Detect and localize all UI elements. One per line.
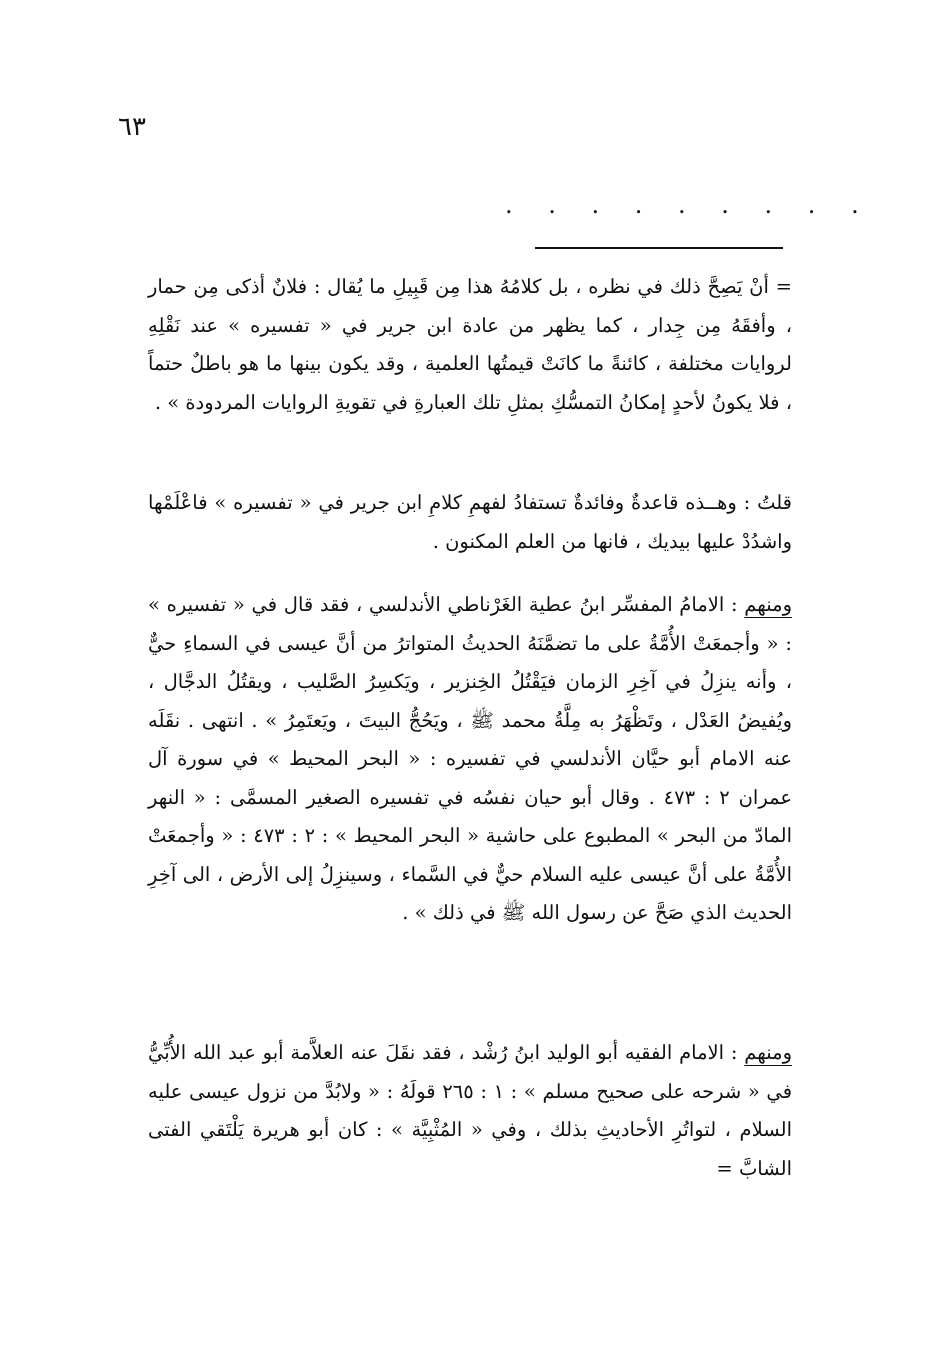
- paragraph-body: : الامام الفقيه أبو الوليد ابنُ رُشْد ، فقد نقَلَ عنه العلاَّمة أبو عبد الله الأُبِّيُّ في « شرحه على صحيح مسلم » : ١ : ٢٦٥ قولَهُ : « ولابُدَّ من نزول عيسى عليه السلام ، لتواتُرِ الأحاديثِ بذلك ، وفي « المُثْبِيَّة » : كان أبو هريرة يَلْتَقي الفتى الشابَّ =: [148, 1041, 793, 1180]
- paragraph-text: [148, 484, 792, 561]
- paragraph-2: [148, 586, 792, 933]
- paragraph-body: : الامامُ المفسِّر ابنُ عطية الغَرْناطي الأندلسي ، فقد قال في « تفسيره » : « وأجمعَتْ الأُمَّةُ على ما تضمَّنَهُ الحديثُ المتواترُ من أنَّ عيسى في السماءِ حيٌّ ، وأنه ينزِلُ في آخِرِ الزمان فيَقْتُلُ الخِنزير ، ويَكسِرُ الصَّليب ، ويقتُلُ الدجَّال ، ويُفيضُ العَدْل ، وتَظْهَرُ به مِلَّةُ محمد ﷺ ، ويَحُجُّ البيتَ ، ويَعتَمِرُ » . انتهى . نقَلَه عنه الامام أبو حيَّان الأندلسي في تفسيره : « البحر المحيط » في سورة آل عمران ٢ : ٤٧٣ . وقال أبو حيان نفسُه في تفسيره الصغير المسمَّى : « النهر المادّ من البحر » المطبوع على حاشية « البحر المحيط » : ٢ : ٤٧٣ : « وأجمعَتْ الأُمَّةُ على أنَّ عيسى عليه السلام حيٌّ في السَّماء ، وسينزِلُ إلى الأرض ، الى آخِرِ الحديث الذي صَحَّ عن رسول الله ﷺ في ذلك » .: [148, 593, 792, 924]
- ellipsis-dots: . . . . . . . . .: [505, 191, 873, 219]
- paragraph-1: [148, 484, 792, 561]
- footnote-text: = أنْ يَصِحَّ ذلك في نظره ، بل كلامُهُ هذا مِن قَبِيلِ ما يُقال : فلانٌ أذكى مِن حمار ، وأفقَهُ مِن جِدار ، كما يظهر من عادة ابن جرير في « تفسيره » عند نَقْلِهِ لروايات مختلفة ، كائنةً ما كانَتْ قيمتُها العلمية ، وقد يكون بينها ما هو باطلٌ حتماً ، فلا يكونُ لأحدٍ إمكانُ التمسُّكِ بمثلِ تلك العبارةِ في تقويةِ الروايات المردودة » .: [148, 275, 792, 414]
- paragraph-lead: ومنهم: [744, 593, 792, 616]
- paragraph-lead: ومنهم: [744, 1041, 792, 1064]
- paragraph-text: [148, 1034, 792, 1188]
- paragraph-3: [148, 1034, 792, 1188]
- page-number: ٦٣: [118, 112, 146, 142]
- paragraph-body: قلتُ : وهــذه قاعدةٌ وفائدةٌ تستفادُ لفهمِ كلامِ ابن جرير في « تفسيره » فاعْلَمْها واشدُدْ عليها بيديك ، فانها من العلم المكنون .: [148, 491, 792, 553]
- footnote-continuation: [148, 268, 792, 422]
- paragraph-text: [148, 586, 792, 933]
- footnote-separator: [535, 247, 783, 249]
